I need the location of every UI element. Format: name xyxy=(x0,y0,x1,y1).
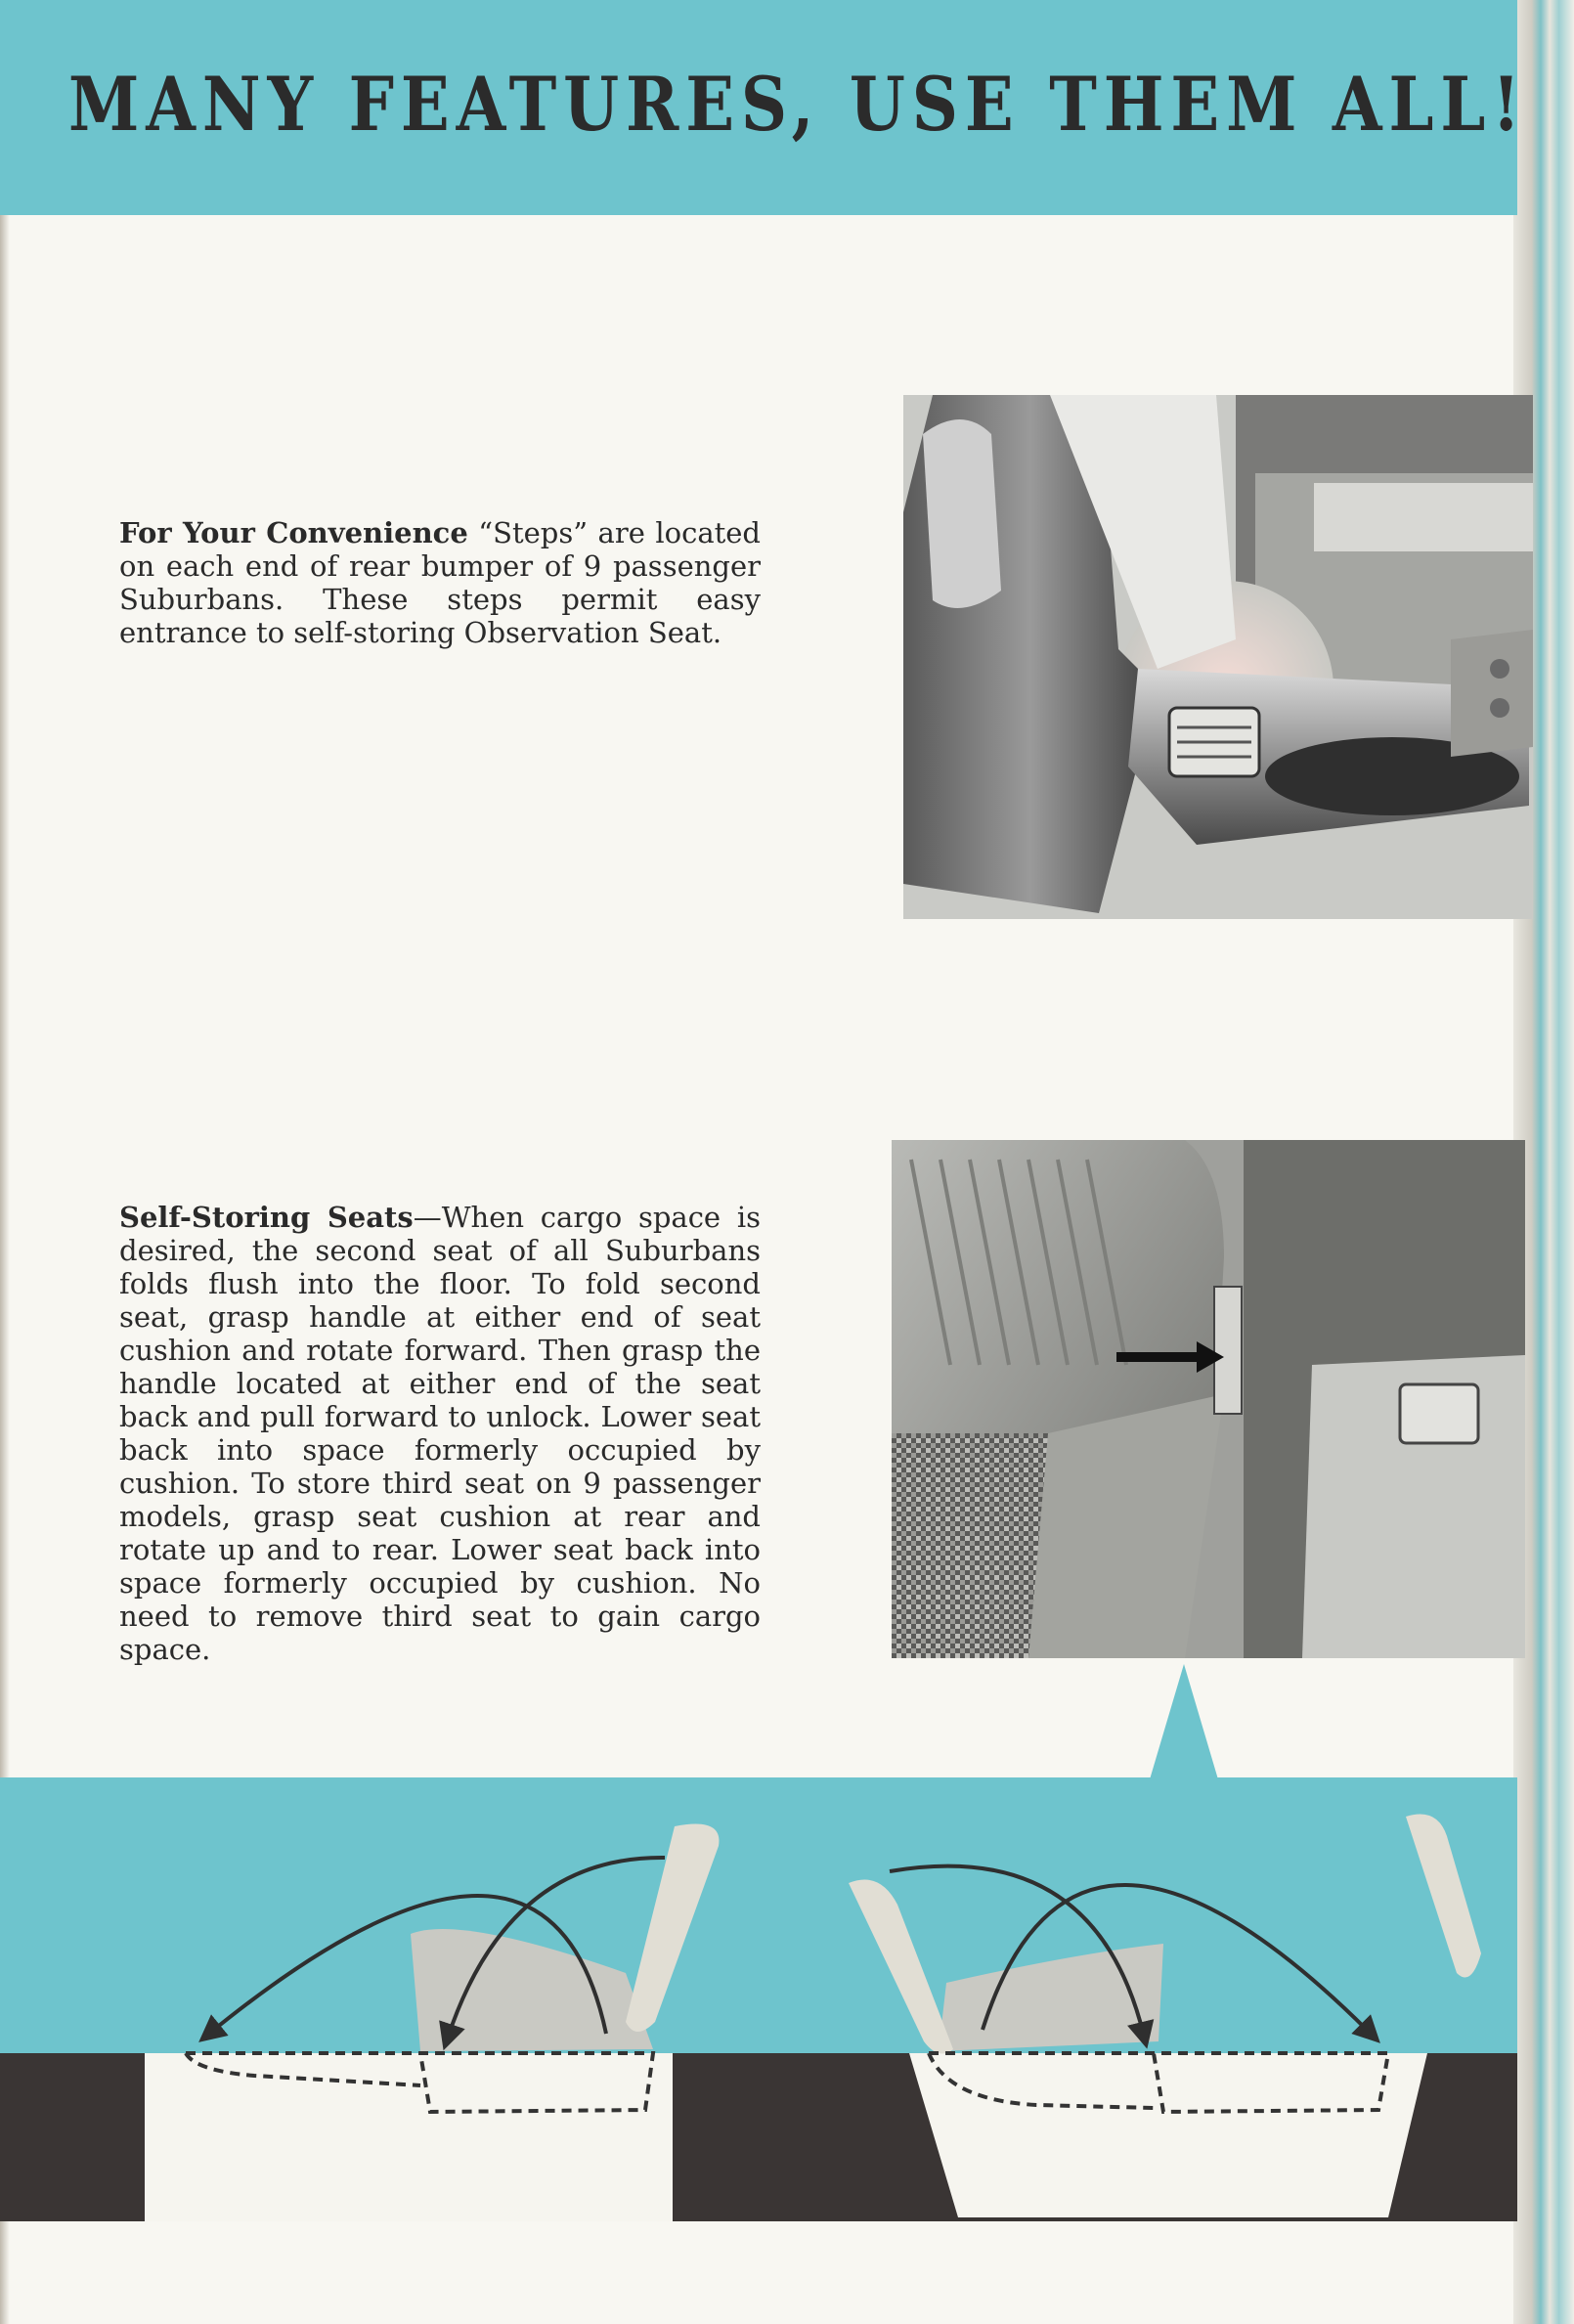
bumper-step-photo xyxy=(903,395,1533,919)
folding-seat-photo xyxy=(892,1140,1525,1658)
seats-paragraph xyxy=(119,1201,761,1666)
right-floor-well xyxy=(909,2053,1427,2217)
seats-lead: Self-Storing Seats xyxy=(119,1201,414,1234)
bumper-step-illustration xyxy=(903,395,1533,919)
left-floor-well xyxy=(145,2053,673,2221)
callout-pointer xyxy=(1150,1664,1218,1779)
right-seat-back xyxy=(849,1879,953,2053)
right-seat-back-2 xyxy=(1406,1815,1481,1978)
folding-seat-illustration xyxy=(892,1140,1525,1658)
steps-paragraph xyxy=(119,516,761,649)
seats-text: —When cargo space is desired, the second seat of all Suburbans folds flush into the floor. To fold second seat, grasp handle at either end of seat cushion and rotate forward. Then grasp the handle located at either end of the seat back and pull forward to unlock. Lower seat back into space formerly occupied by cushion. To store third seat on 9 passenger models, grasp seat cushion at rear and rotate up and to rear. Lower seat back into space formerly occupied by cushion. No need to remove third seat to gain cargo space. xyxy=(119,1201,761,1666)
left-seat-cushion xyxy=(411,1929,653,2051)
left-seat-back xyxy=(626,1824,719,2033)
header-band xyxy=(0,0,1527,215)
steps-lead: For Your Convenience xyxy=(119,516,468,549)
steps-text: “Steps” are located on each end of rear bumper of 9 passenger Suburbans. These steps permit easy entrance to self-storing Observation Seat. xyxy=(119,516,761,649)
right-seat-cushion xyxy=(939,1944,1163,2051)
seat-folding-diagram xyxy=(0,1777,1517,2221)
page-title: MANY FEATURES, USE THEM ALL! xyxy=(68,61,1527,148)
